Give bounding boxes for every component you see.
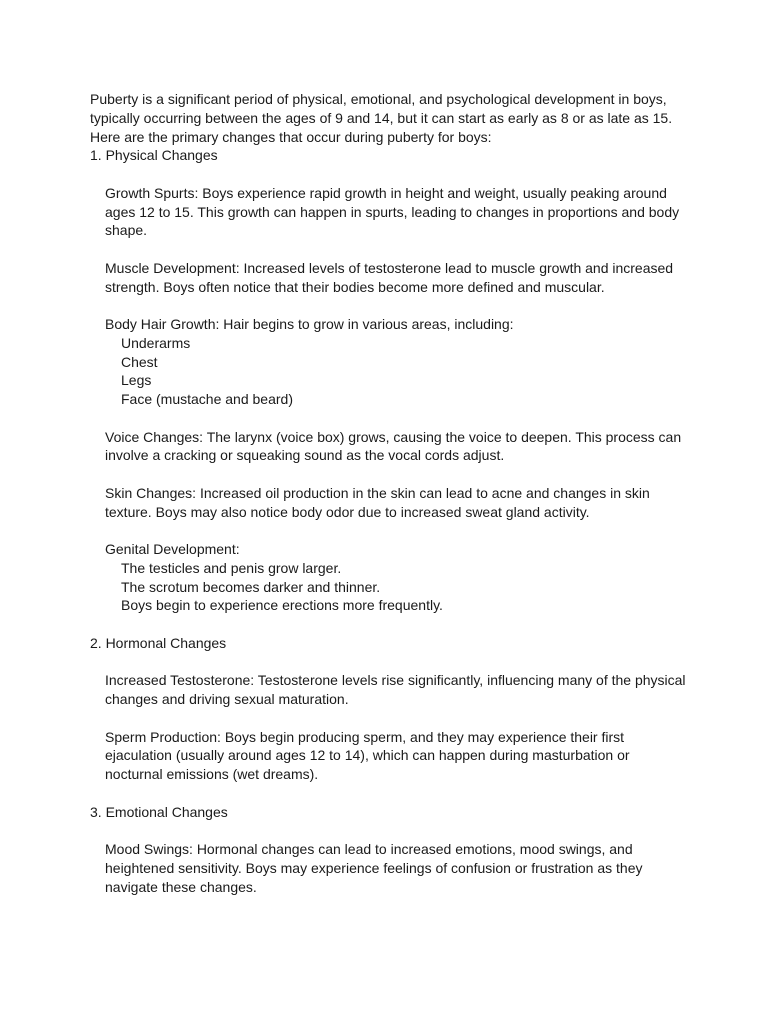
- spacer: [90, 784, 690, 803]
- spacer: [90, 465, 690, 484]
- spacer: [90, 709, 690, 728]
- voice-changes-paragraph: Voice Changes: The larynx (voice box) grows, causing the voice to deepen. This process can involve a cracking or squeaking sound as the vocal cords adjust.: [105, 428, 682, 464]
- physical-changes-heading: 1. Physical Changes: [90, 147, 218, 164]
- mood-swings-paragraph: Mood Swings: Hormonal changes can lead to increased emotions, mood swings, and heightened sensitivity. Boys may experience feelings of confusion or frustration as they navigate these changes.: [105, 841, 643, 895]
- sperm-production-paragraph: Sperm Production: Boys begin producing sperm, and they may experience their first ejaculation (usually around ages 12 to 14), which can happen during masturbation or nocturnal emissions (wet dreams).: [105, 728, 630, 782]
- growth-spurts-paragraph: Growth Spurts: Boys experience rapid growth in height and weight, usually peaking around ages 12 to 15. This growth can happen in spurts, leading to changes in proportions and body shape.: [105, 184, 680, 239]
- genital-development-lead: Genital Development:: [105, 541, 240, 557]
- genital-item: The testicles and penis grow larger.: [121, 559, 342, 576]
- spacer: [90, 165, 690, 184]
- genital-item: Boys begin to experience erections more frequently.: [121, 597, 443, 614]
- body-hair-item: Legs: [121, 372, 152, 389]
- spacer: [90, 615, 690, 634]
- intro-paragraph: Puberty is a significant period of physical, emotional, and psychological development in boys, typically occurring between the ages of 9 and 14, but it can start as early as 8 or as late as 15. Here are the primary changes that occur during puberty for boys:: [90, 91, 673, 145]
- spacer: [90, 409, 690, 428]
- body-hair-item: Chest: [121, 353, 158, 370]
- genital-item: The scrotum becomes darker and thinner.: [121, 578, 381, 595]
- spacer: [90, 240, 690, 259]
- spacer: [90, 296, 690, 315]
- body-hair-item: Face (mustache and beard): [121, 391, 293, 407]
- testosterone-paragraph: Increased Testosterone: Testosterone levels rise significantly, influencing many of the physical changes and driving sexual maturation.: [105, 672, 686, 707]
- spacer: [90, 821, 690, 840]
- body-hair-item: Underarms: [121, 334, 191, 351]
- emotional-changes-heading: 3. Emotional Changes: [90, 803, 228, 820]
- skin-changes-paragraph: Skin Changes: Increased oil production in the skin can lead to acne and changes in skin texture. Boys may also notice body odor due to increased sweat gland activity.: [105, 484, 650, 520]
- hormonal-changes-heading: 2. Hormonal Changes: [90, 634, 227, 651]
- document-page: [90, 90, 690, 896]
- spacer: [90, 521, 690, 540]
- body-hair-lead: Body Hair Growth: Hair begins to grow in various areas, including:: [105, 316, 514, 332]
- muscle-development-paragraph: Muscle Development: Increased levels of testosterone lead to muscle growth and increased strength. Boys often notice that their bodies become more defined and muscular.: [105, 259, 674, 295]
- spacer: [90, 653, 690, 672]
